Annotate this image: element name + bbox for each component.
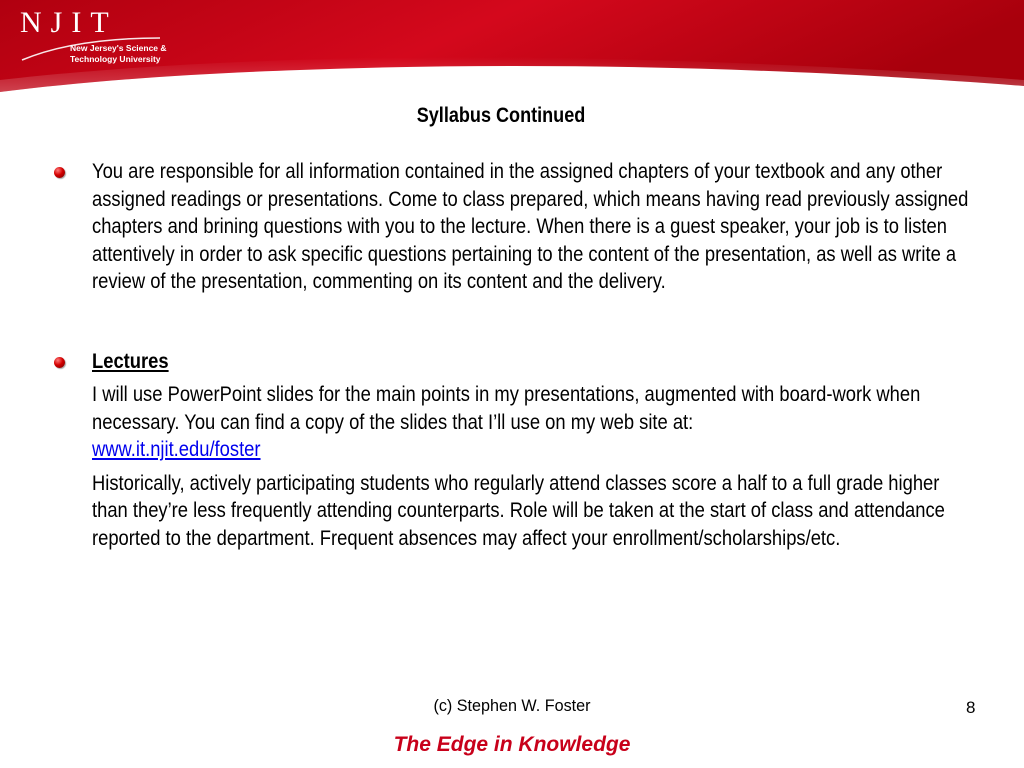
lectures-block bbox=[92, 348, 976, 553]
logo-subtitle-line2: Technology University bbox=[70, 54, 161, 64]
lectures-para-slides bbox=[92, 381, 976, 464]
bullet-dot-icon bbox=[54, 357, 65, 368]
lectures-para-attendance: Historically, actively participating students who regularly attend classes score a half to a full grade higher than they’re less frequently attending counterparts. Role will be taken at the start of class and attendance reported to the department. Frequent absences may affect your enrollment/scholarships/etc. bbox=[92, 471, 945, 550]
lectures-slides-text: I will use PowerPoint slides for the main points in my presentations, augmented with board-work when necessary. You can find a copy of the slides that I’ll use on my web site at: bbox=[92, 383, 921, 434]
footer-tagline: The Edge in Knowledge bbox=[393, 733, 631, 756]
footer-credit: (c) Stephen W. Foster bbox=[433, 696, 591, 715]
logo-subtitle-line1: New Jersey's Science & bbox=[70, 43, 167, 53]
page-number: 8 bbox=[966, 698, 976, 717]
njit-logo: NJIT bbox=[20, 6, 118, 39]
bullet-lectures bbox=[54, 348, 994, 553]
logo-subtitle bbox=[70, 43, 167, 65]
header-band bbox=[0, 0, 1024, 92]
lectures-heading: Lectures bbox=[92, 349, 169, 373]
slide-title: Syllabus Continued bbox=[416, 104, 586, 127]
bullet-dot-icon bbox=[54, 167, 65, 178]
slide-content bbox=[54, 158, 994, 552]
bullet-responsibility bbox=[54, 158, 994, 296]
foster-website-link[interactable]: www.it.njit.edu/foster bbox=[92, 438, 261, 461]
bullet-responsibility-text: You are responsible for all information contained in the assigned chapters of your textbook and any other assigned readings or presentations. Come to class prepared, which means having read previously assigned chapters and brining questions with you to the lecture. When there is a guest speaker, your job is to listen attentively in order to ask specific questions pertaining to the content of the presentation, as well as write a review of the presentation, commenting on its content and the delivery. bbox=[92, 160, 969, 293]
